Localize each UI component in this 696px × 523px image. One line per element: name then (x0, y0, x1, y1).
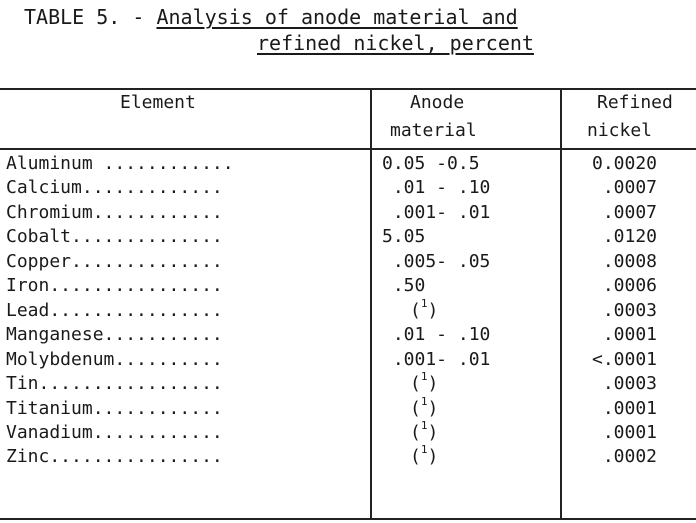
footnote-close-paren: ) (427, 421, 439, 443)
cell-refined: <.0001 (592, 348, 658, 370)
header-refined-line-2: nickel (587, 120, 653, 141)
table-row (0, 348, 696, 373)
table-bottom-rule (0, 518, 696, 520)
cell-element: Zinc................ (6, 446, 223, 468)
cell-refined: .0003 (592, 299, 658, 321)
footnote-open-paren: ( (410, 373, 421, 395)
footnote-mark: 1 (420, 418, 428, 432)
caption-line-2 (257, 30, 534, 56)
cell-element: Tin................. (6, 373, 223, 395)
cell-element: Copper.............. (6, 250, 223, 272)
cell-anode: .001- .01 (382, 201, 491, 223)
cell-element: Titanium............ (6, 397, 223, 419)
cell-anode-footnote (410, 296, 439, 323)
cell-element: Chromium............ (6, 201, 223, 223)
caption-title-part-1: Analysis of anode material and (156, 5, 518, 29)
header-anode-line-1: Anode (410, 92, 465, 113)
cell-element: Vanadium............ (6, 421, 223, 443)
footnote-open-paren: ( (410, 446, 421, 468)
cell-anode: .005- .05 (382, 250, 491, 272)
cell-refined: .0007 (592, 201, 658, 223)
cell-refined: .0007 (592, 177, 658, 199)
table-row (0, 418, 696, 446)
footnote-close-paren: ) (427, 397, 439, 419)
cell-anode-footnote (410, 445, 438, 469)
table-row (0, 250, 696, 275)
caption-line-1 (24, 4, 518, 30)
table-header-rule (0, 148, 696, 150)
cell-anode-footnote (410, 372, 438, 396)
cell-anode: .001- .01 (382, 348, 491, 370)
table-number: TABLE 5. - (24, 5, 157, 29)
cell-element: Aluminum ............ (6, 153, 234, 174)
cell-refined: 0.0020 (592, 153, 658, 174)
table-row (0, 372, 696, 397)
table-row (0, 225, 696, 250)
table-row (0, 176, 696, 201)
cell-refined: .0120 (592, 226, 658, 248)
caption-title-part-2: refined nickel, percent (257, 31, 534, 55)
header-anode-line-2: material (390, 120, 477, 141)
table-row (0, 445, 696, 470)
footnote-open-paren: ( (410, 397, 421, 419)
cell-element: Molybdenum.......... (6, 348, 223, 370)
footnote-close-paren: ) (427, 446, 439, 468)
table-row (0, 394, 696, 422)
cell-element: Cobalt.............. (6, 226, 223, 248)
footnote-close-paren: ) (427, 373, 439, 395)
table-caption (0, 4, 696, 82)
cell-anode: .01 - .10 (382, 324, 491, 346)
cell-refined: .0002 (592, 446, 658, 468)
cell-anode-footnote (410, 394, 439, 421)
header-element: Element (120, 92, 196, 113)
footnote-mark: 1 (420, 370, 428, 384)
analysis-table (0, 88, 696, 520)
table-top-rule (0, 88, 696, 90)
footnote-mark: 1 (420, 394, 428, 408)
cell-refined: .0006 (592, 275, 658, 297)
footnote-open-paren: ( (410, 299, 421, 321)
footnote-open-paren: ( (410, 421, 421, 443)
table-row (0, 274, 696, 299)
table-row (0, 296, 696, 324)
cell-element: Manganese........... (6, 324, 223, 346)
footnote-close-paren: ) (427, 299, 439, 321)
footnote-mark: 1 (420, 443, 428, 457)
cell-refined: .0001 (592, 397, 658, 419)
header-refined-line-1: Refined (597, 92, 673, 113)
cell-element: Calcium............. (6, 177, 223, 199)
cell-refined: .0003 (592, 373, 658, 395)
cell-anode: .01 - .10 (382, 177, 491, 199)
cell-anode: 5.05 (382, 226, 426, 248)
cell-refined: .0001 (592, 421, 658, 443)
cell-anode: 0.05 -0.5 (382, 153, 480, 174)
cell-element: Lead................ (6, 299, 223, 321)
cell-refined: .0008 (592, 250, 658, 272)
cell-element: Iron................ (6, 275, 223, 297)
cell-anode: .50 (382, 275, 426, 297)
table-row (0, 201, 696, 226)
cell-anode-footnote (410, 418, 439, 445)
table-row (0, 152, 696, 177)
footnote-mark: 1 (420, 296, 428, 310)
cell-refined: .0001 (592, 324, 658, 346)
table-row (0, 323, 696, 348)
